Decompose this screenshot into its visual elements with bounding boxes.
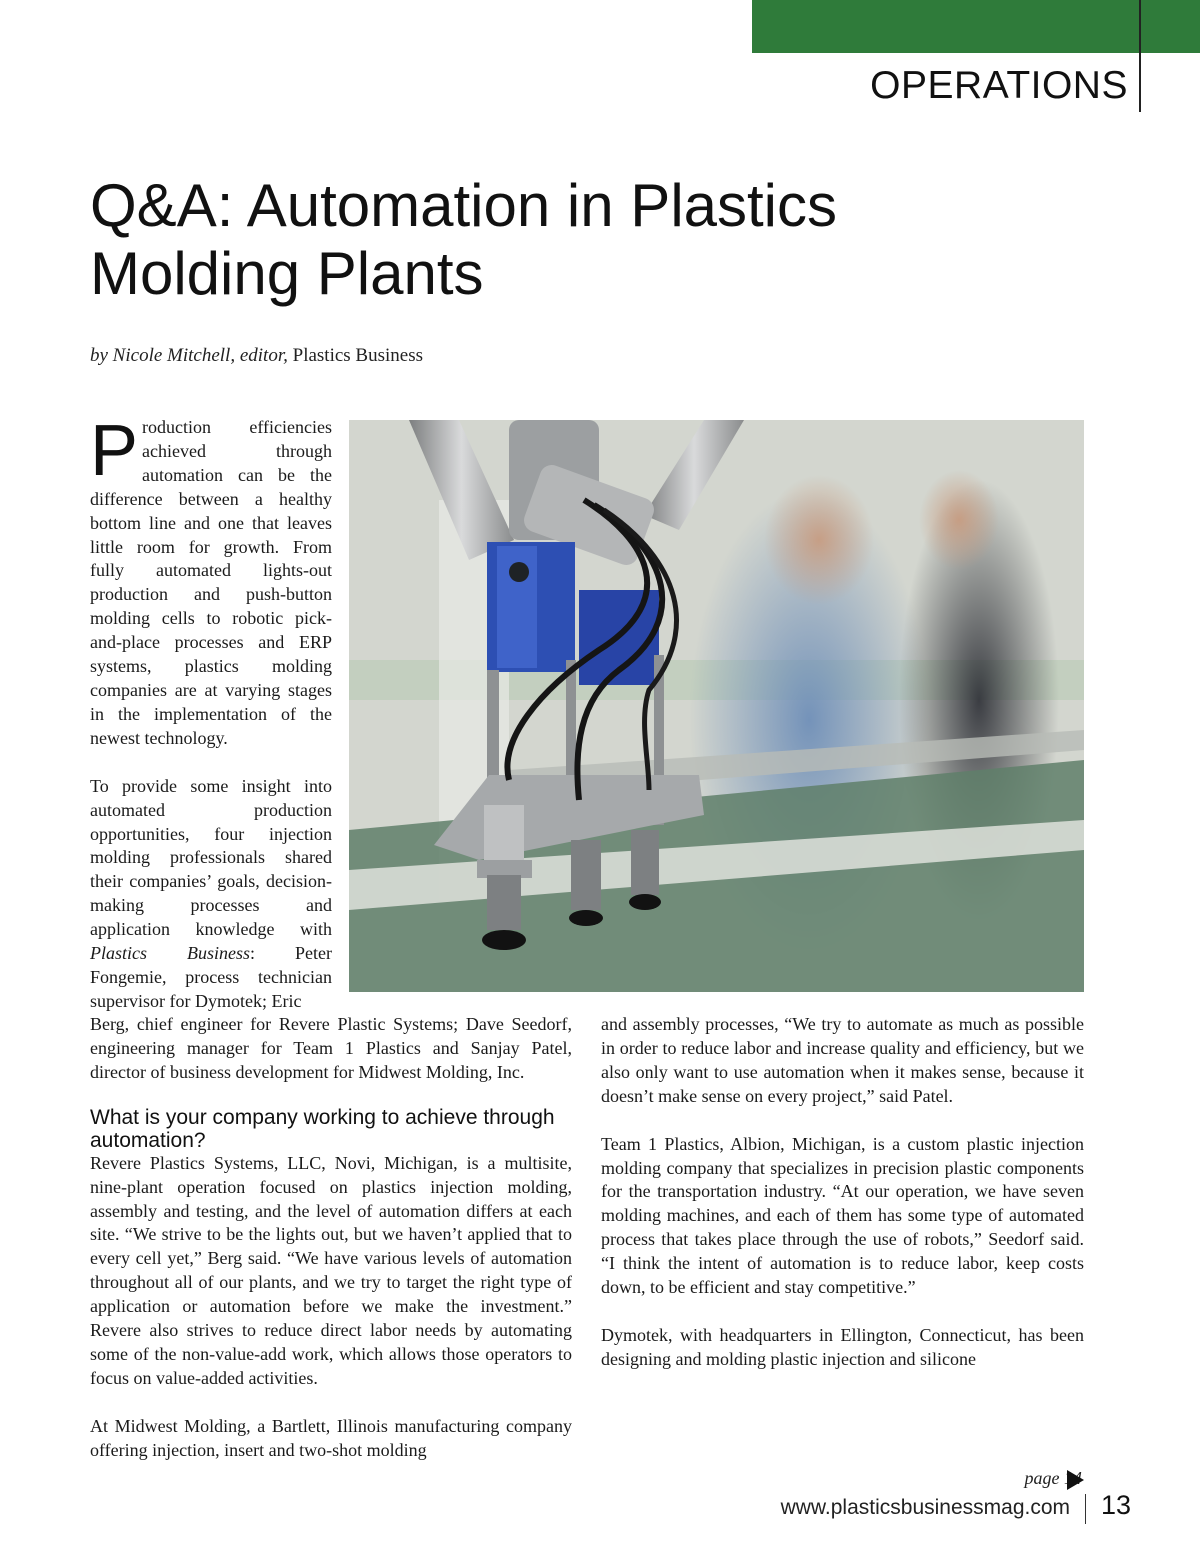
- byline-publication: Plastics Business: [292, 345, 423, 366]
- intro-paragraph-2-continued: Berg, chief engineer for Revere Plastic Systems; Dave Seedorf, engineering manager for Team 1 Plastics and Sanjay Patel, director of business development for Midwest Molding, Inc.: [90, 1014, 572, 1082]
- play-arrow-icon: [1067, 1470, 1084, 1490]
- section-label: OPERATIONS: [870, 64, 1128, 107]
- drop-cap: P: [90, 411, 139, 491]
- footer-divider: [1085, 1494, 1086, 1524]
- right-paragraph-1: and assembly processes, “We try to automate as much as possible in order to reduce labor and increase quality and efficiency, but we also only want to use automation when it makes sense, because it doesn’t make sense on every project,” said Patel.: [601, 1014, 1084, 1106]
- article-headline: Q&A: Automation in Plastics Molding Plants: [90, 172, 838, 307]
- robot-gripper-photo: [349, 420, 1084, 992]
- intro-text-2a: To provide some insight into automated production opportunities, four injection molding professionals shared their companies’ goals, decision-making processes and application knowledge with: [90, 775, 332, 940]
- footer-website[interactable]: www.plasticsbusinessmag.com: [780, 1496, 1070, 1519]
- intro-paragraph-1: [90, 411, 332, 751]
- intro-publication-name: Plastics Business: [90, 943, 250, 964]
- left-paragraph-1: Revere Plastics Systems, LLC, Novi, Michigan, is a multisite, nine-plant operation focused on plastics injection molding, assembly and testing, and the level of automation differs at each site. “We strive to be the lights out, but we haven’t applied that to every cell yet,” Berg said. “We have various levels of automation throughout all of our plants, and we try to target the right type of application or automation before we make the investment.” Revere also strives to reduce direct labor needs by automating some of the non-value-add work, which allows those operators to focus on value-added activities.: [90, 1152, 572, 1388]
- intro-paragraph-2: [90, 775, 332, 1014]
- section-accent-bar: [752, 0, 1200, 53]
- section-divider: [1139, 0, 1141, 112]
- left-paragraph-2: At Midwest Molding, a Bartlett, Illinois manufacturing company offering injection, insert and two-shot molding: [90, 1415, 572, 1460]
- intro-column: [90, 411, 332, 1014]
- byline-author: by Nicole Mitchell, editor,: [90, 345, 288, 366]
- right-paragraph-2: Team 1 Plastics, Albion, Michigan, is a custom plastic injection molding company that specializes in precision plastic components for the transportation industry. “At our operation, we have seven molding machines, and each of them has some type of automated process that takes place through the use of robots,” Seedorf said. “I think the intent of automation is to reduce labor, keep costs down, to be efficient and stay competitive.”: [601, 1133, 1084, 1298]
- right-paragraph-3: Dymotek, with headquarters in Ellington, Connecticut, has been designing and molding plastic injection and silicone: [601, 1324, 1084, 1369]
- question-heading: What is your company working to achieve through automation?: [90, 1105, 555, 1152]
- page-number: 13: [1101, 1490, 1132, 1520]
- byline: [90, 345, 423, 367]
- intro-text-1: roduction efficiencies achieved through automation can be the difference between a healthy bottom line and one that leaves little room for growth. From fully automated lights-out production and push-button molding cells to robotic pick-and-place processes and ERP systems, plastics molding companies are at varying stages in the implementation of the newest technology.: [90, 417, 332, 748]
- intro-text-2b: : Peter Fongemie, process technician supervisor for Dymotek; Eric: [90, 943, 332, 1011]
- left-column: [90, 1013, 572, 1463]
- right-column: [601, 1013, 1084, 1372]
- continued-on-link[interactable]: page 14: [1024, 1468, 1082, 1488]
